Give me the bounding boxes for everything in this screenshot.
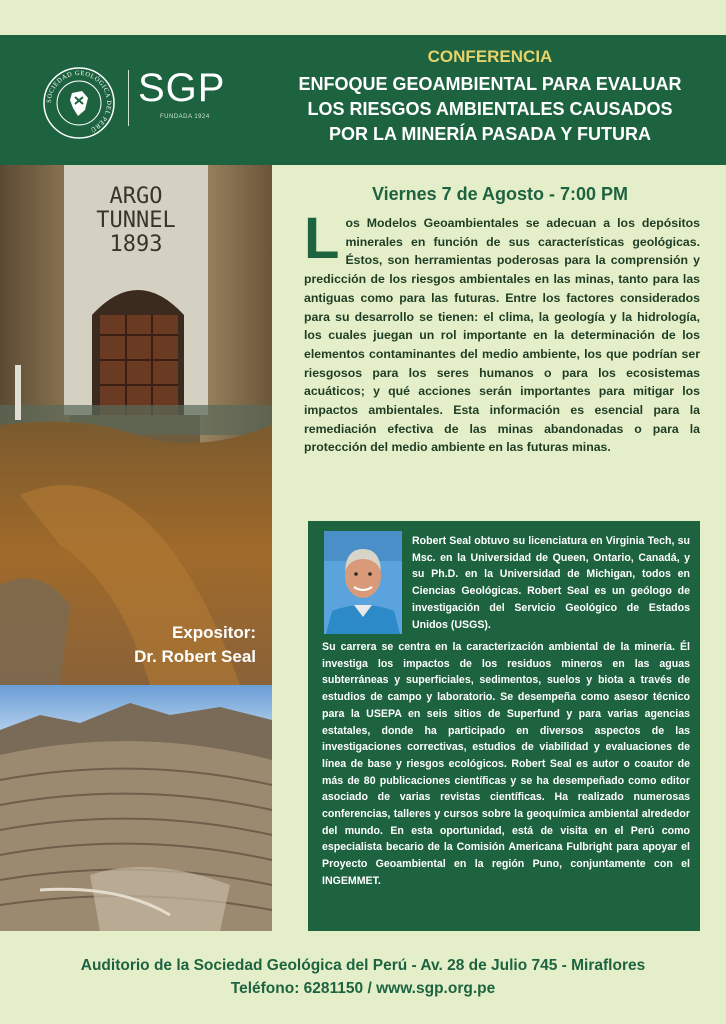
conference-title [280, 72, 700, 147]
tunnel-sign-line: ARGO [109, 184, 163, 209]
logo-divider [128, 70, 129, 126]
intro-paragraph: os Modelos Geoambientales se adecuan a los depósitos minerales en función de sus características geológicas. Éstos, son herramientas poderosas para la comprensión y predicción de los riesgos ambientales en las minas, tanto para las antiguas como para las futuras. Entre los factores considerados para su desarrollo se tienen: el clima, la geología y la hidrología, los cuales juegan un rol importante en la determinación de los elementos contaminantes del medio ambiente, los que podrían ser riesgosos para los seres humanos o para los ecosistemas acuáticos; y qué acciones serán importantes para mitigar los impactos ambientales. Esta información es esencial para la remediación efectiva de las minas abandonadas o para la protección del medio ambiente en las futuras minas. [304, 216, 700, 455]
sgp-founded-text: FUNDADA 1924 [160, 114, 210, 120]
tunnel-sign-line: TUNNEL [96, 208, 176, 233]
bio-paragraph-rest: Su carrera se centra en la caracterización ambiental de la minería. Él investiga los impactos de los residuos mineros en las aguas subterráneas y superficiales, sedimentos, suelos y biota a través de estudios de campo y laboratorio. Se desempeña como asesor técnico para la USEPA en seis sitios de Superfund y para varias agencias estatales, donde ha participado en diversos aspectos de las investigaciones correctivas, estudios de viabilidad y evaluaciones de línea de base y riesgos ecológicos. Robert Seal es autor o coautor de más de 80 publicaciones científicas y se ha desempeñado como editor asociado de varias revistas científicas. Ha realizado numerosas conferencias, talleres y cursos sobre la geoquímica ambiental alrededor del mundo. En esta oportunidad, está de visita en el Perú como especialista becario de la Comisión Americana Fulbright para apoyar el Proyecto Geoambiental en la región Puno, conjuntamente con el INGEMMET. [322, 641, 690, 887]
speaker-caption [96, 621, 256, 669]
sgp-seal-logo [42, 66, 116, 140]
title-line: POR LA MINERÍA PASADA Y FUTURA [328, 124, 651, 144]
contact-line: Teléfono: 6281150 / www.sgp.org.pe [230, 980, 496, 997]
intro-dropcap: L [304, 206, 340, 271]
venue-address: Auditorio de la Sociedad Geológica del Perú - Av. 28 de Julio 745 - Miraflores [80, 957, 646, 974]
speaker-name: Dr. Robert Seal [134, 647, 256, 666]
title-line: ENFOQUE GEOAMBIENTAL PARA EVALUAR [298, 74, 682, 94]
conference-label: CONFERENCIA [427, 47, 553, 66]
intro-section [304, 206, 700, 457]
seal-text: SOCIEDAD GEOLÓGICA DEL PERÚ [45, 69, 113, 134]
open-pit-mine-photo [0, 685, 272, 931]
bio-paragraph-top: Robert Seal obtuvo su licenciatura en Virginia Tech, su Msc. en la Universidad de Queen, Ontario, Canadá, y su Ph.D. en la Universidad de Michigan, todos en Ciencias Geológicas. Robert Seal es un geólogo de investigación del Servicio Geológico de Estados Unidos (USGS). [412, 535, 690, 631]
sgp-logo-text: SGP [138, 66, 226, 110]
speaker-label: Expositor: [171, 623, 256, 642]
title-line: LOS RIESGOS AMBIENTALES CAUSADOS [307, 99, 673, 119]
event-date: Viernes 7 de Agosto - 7:00 PM [371, 184, 629, 204]
tunnel-sign-line: 1893 [109, 232, 163, 257]
tunnel-photo [0, 165, 272, 685]
speaker-portrait [324, 531, 402, 634]
